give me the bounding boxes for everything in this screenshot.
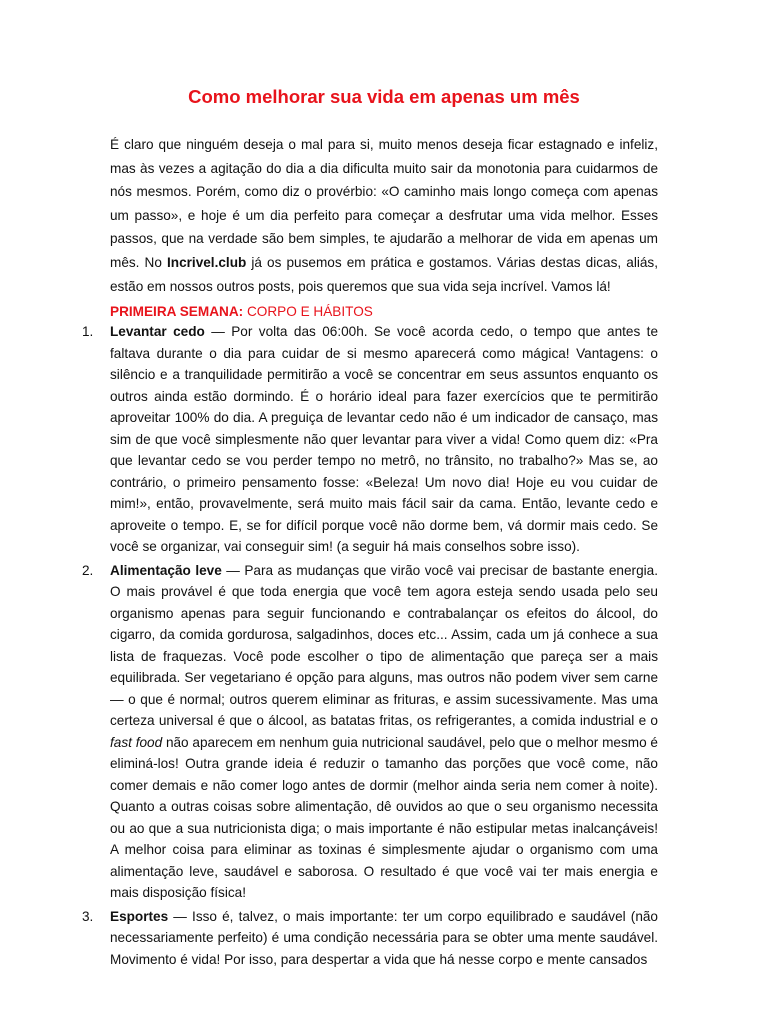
brand-name: Incrivel.club (166, 254, 247, 270)
item-title: Esportes (110, 908, 169, 924)
item-title: Alimentação leve (110, 562, 222, 578)
section-subtitle: CORPO E HÁBITOS (246, 304, 373, 319)
item-number: 2. (82, 562, 94, 578)
item-emphasis: fast food (110, 734, 163, 750)
intro-paragraph (110, 133, 658, 298)
item-title: Levantar cedo (110, 324, 205, 339)
tips-list (82, 321, 659, 972)
intro-text-1: É claro que ninguém deseja o mal para si, muito menos deseja ficar estagnado e infeliz, mas às vezes a agitação do dia a dia dificulta muito sair da monotonia para cuidarmos de nós mesmos. Porém, como diz o provérbio: «O caminho mais longo começa com apenas um passo», e hoje é um dia perfeito para começar a desfrutar uma vida melhor. Esses passos, que na verdade são bem simples, te ajudarão a melhorar de vida em apenas um mês. No (110, 137, 658, 270)
item-text: — Para as mudanças que virão você vai precisar de bastante energia. O mais provável é que toda energia que você tem agora esteja sendo usada pelo seu organismo apenas para seguir funcionando e contrabalançar os efeitos do álcool, do cigarro, da comida gordurosa, salgadinhos, doces etc... Assim, cada um já conhece a sua lista de fraquezas. Você pode escolher o tipo de alimentação que pareça ser a mais equilibrada. Ser vegetariano é opção para alguns, mas outros não podem viver sem carne — o que é normal; outros querem eliminar as frituras, e assim sucessivamente. Mas uma certeza universal é que o álcool, as batatas fritas, os refrigerantes, a comida industrial e o (110, 562, 658, 728)
item-text: — Por volta das 06:00h. Se você acorda cedo, o tempo que antes te faltava durante o dia para cuidar de si mesmo aparecerá como mágica! Vantagens: o silêncio e a tranquilidade permitirão a você se concentrar em seus assuntos enquanto os outros ainda estão dormindo. É o horário ideal para fazer exercícios que te permitirão aproveitar 100% do dia. A preguiça de levantar cedo não é um indicador de cansaço, mas sim de que você simplesmente não quer levantar para viver a vida! Como quem diz: «Pra que levantar cedo se vou perder tempo no metrô, no trânsito, no trabalho?» Mas se, ao contrário, o primeiro pensamento fosse: «Beleza! Um novo dia! Hoje eu vou cuidar de mim!», então, provavelmente, será muito mais fácil sair da cama. Então, levante cedo e aproveite o tempo. E, se for difícil porque você não dorme bem, vá dormir mais cedo. Se você se organizar, vai conseguir sim! (a seguir há mais conselhos sobre isso). (110, 324, 659, 554)
list-item (82, 906, 658, 971)
item-text: — Isso é, talvez, o mais importante: ter um corpo equilibrado e saudável (não necessariamente perfeito) é uma condição necessária para se obter uma mente saudável. Movimento é vida! Por isso, para despertar a vida que há nesse corpo e mente cansados (110, 908, 658, 967)
page-title: Como melhorar sua vida em apenas um mês (188, 86, 580, 107)
intro-text-2: já os pusemos em prática e gostamos. Várias destas dicas, aliás, estão em nossos outros posts, pois queremos que sua vida seja incrível. Vamos lá! (110, 254, 658, 294)
item-text-continued: não aparecem em nenhum guia nutricional saudável, pelo que o melhor mesmo é eliminá-los! Outra grande ideia é reduzir o tamanho das porções que você come, não comer demais e não comer logo antes de dormir (melhor ainda seria nem comer à noite). Quanto a outras coisas sobre alimentação, dê ouvidos ao que o seu organismo necessita ou ao que a sua nutricionista diga; o mais importante é não estipular metas inalcançáveis! A melhor coisa para eliminar as toxinas é simplesmente ajudar o organismo com uma alimentação leve, saudável e saborosa. O resultado é que você vai ter mais energia e mais disposição física! (110, 734, 658, 900)
list-item (82, 321, 659, 558)
list-item (82, 560, 658, 904)
item-number: 1. (82, 324, 94, 339)
section-label: PRIMEIRA SEMANA: (110, 304, 244, 319)
item-number: 3. (82, 908, 94, 924)
